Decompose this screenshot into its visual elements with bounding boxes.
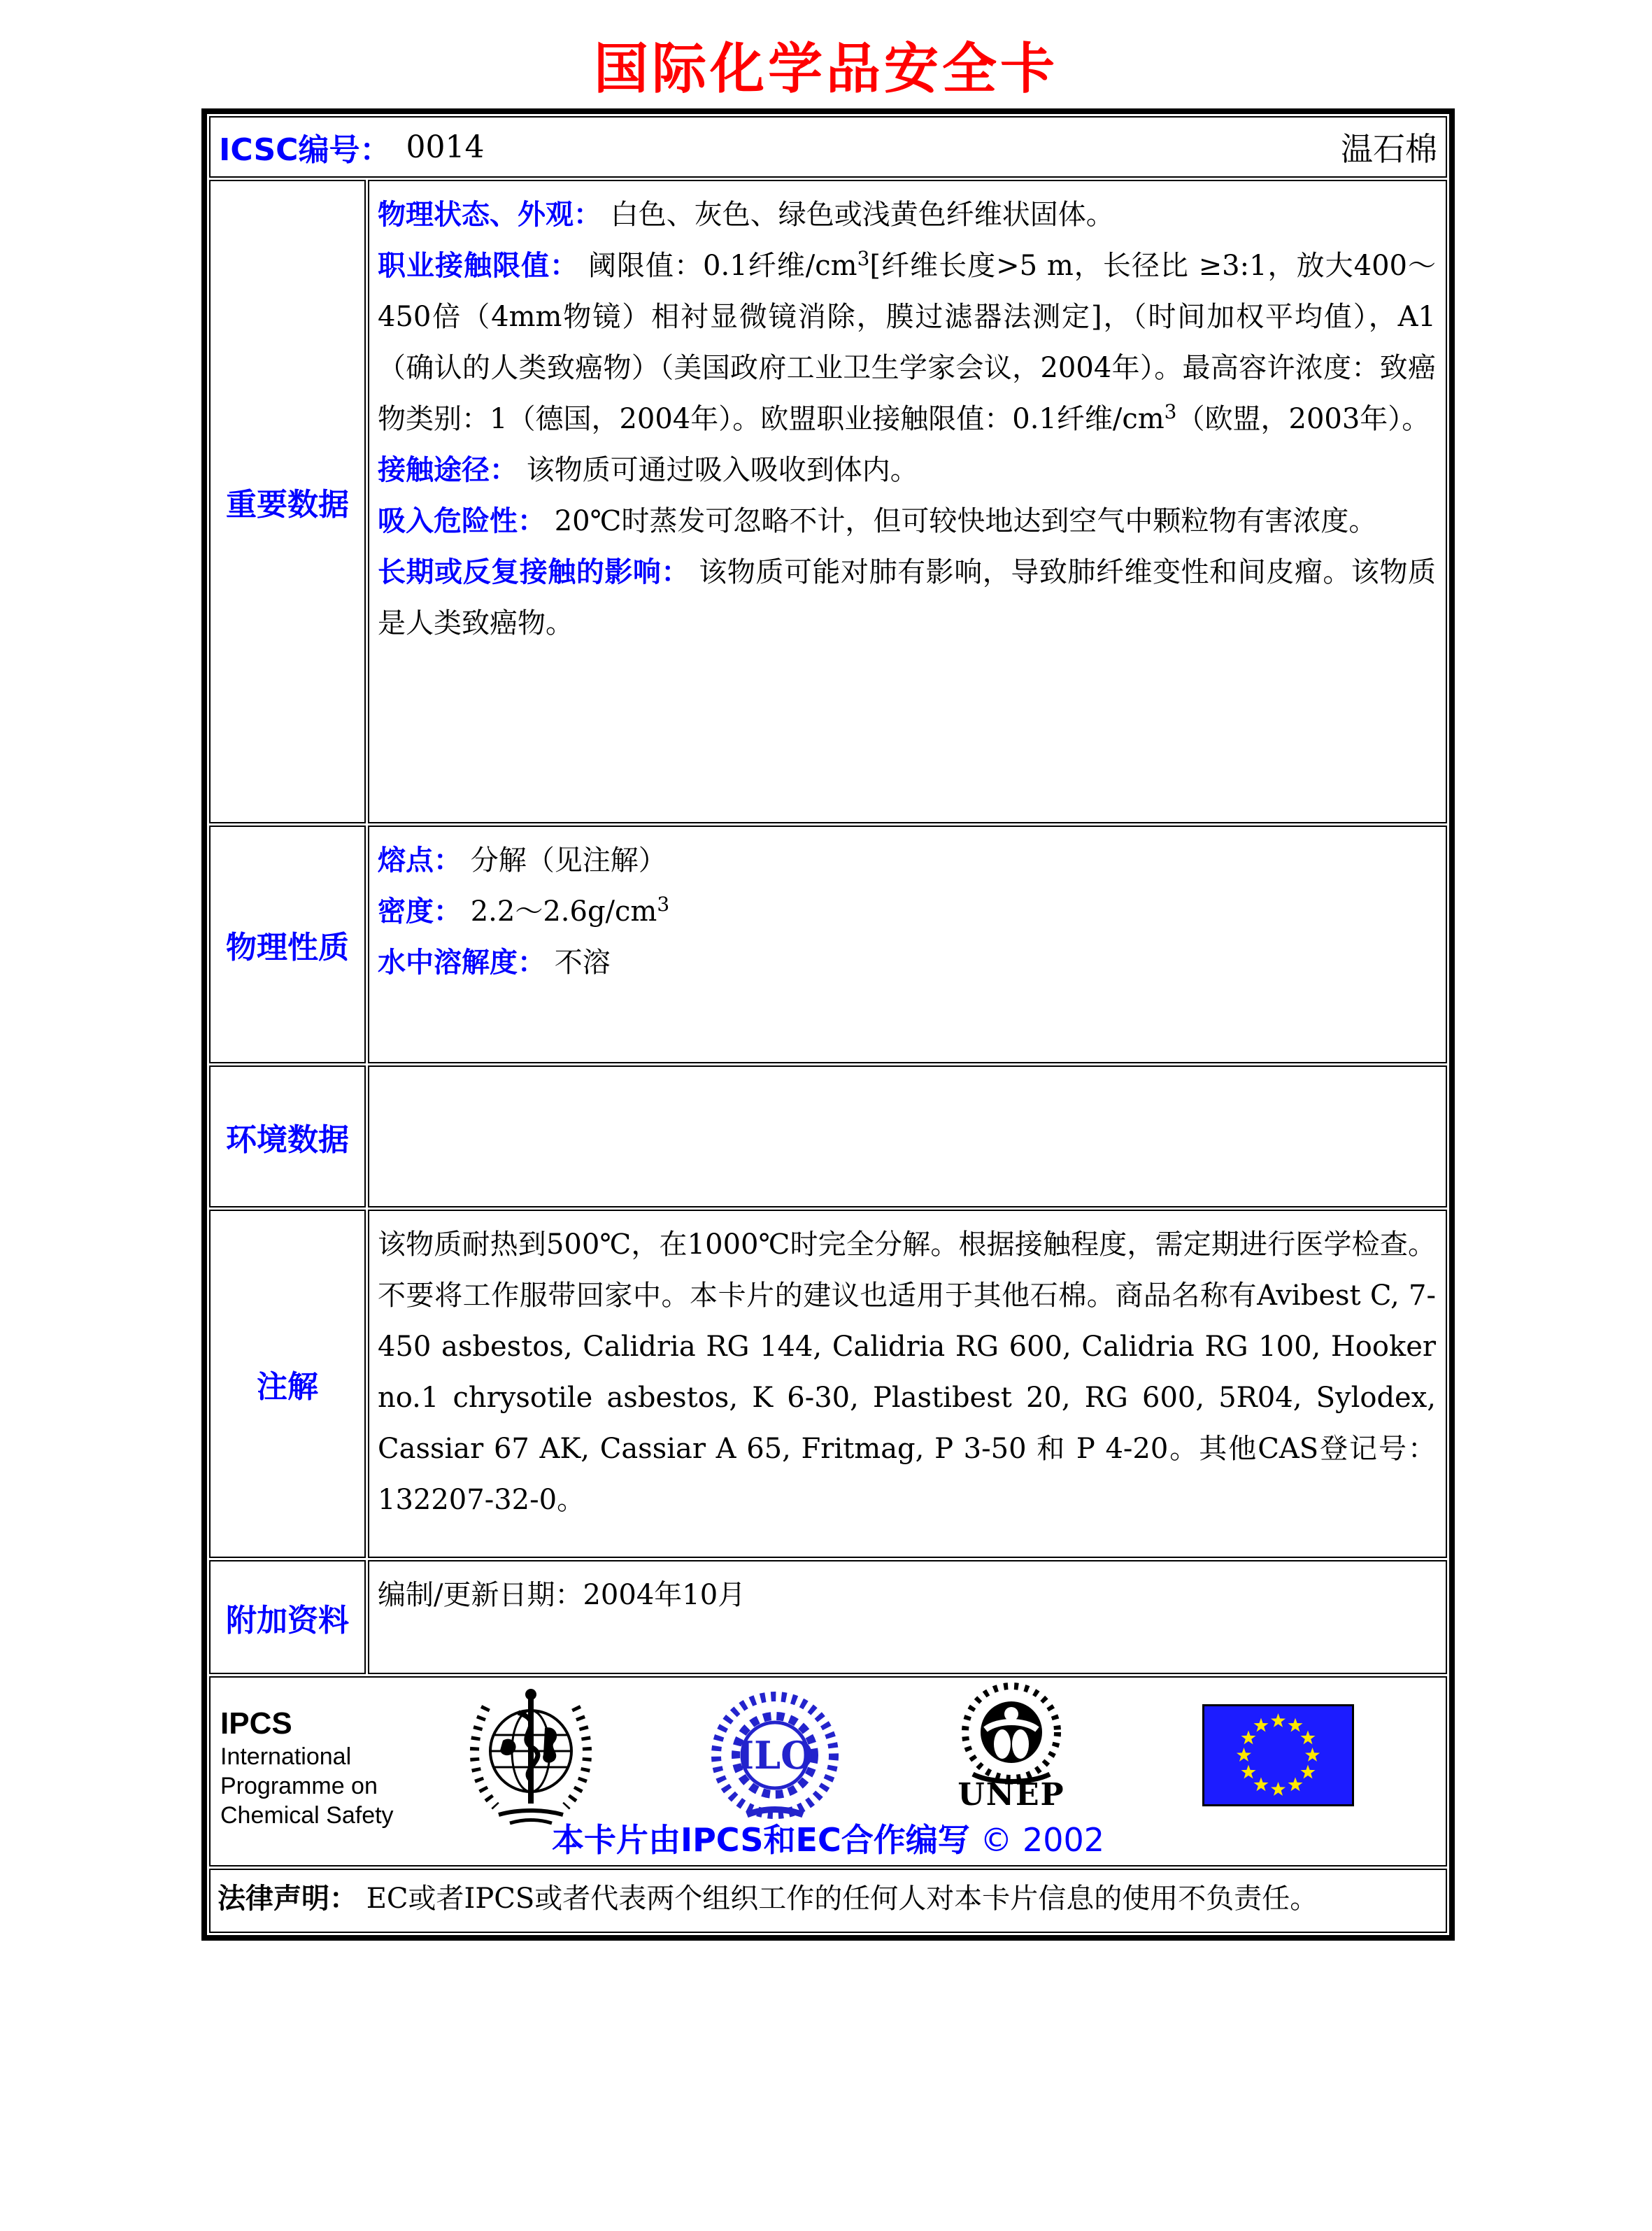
who-logo-icon <box>462 1686 599 1826</box>
ipcs-line-3: Chemical Safety <box>220 1802 394 1829</box>
cooperation-caption: 本卡片由IPCS和EC合作编写 © 2002 <box>551 1821 1105 1859</box>
paragraph: 长期或反复接触的影响： 该物质可能对肺有影响，导致肺纤维变性和间皮瘤。该物质是人类致癌物。 <box>378 556 1436 639</box>
ipcs-name: IPCS <box>220 1706 292 1741</box>
header-row <box>209 116 1447 178</box>
section-row-additional-information <box>209 1560 1447 1674</box>
paragraph: 该物质耐热到500℃，在1000℃时完全分解。根据接触程度，需定期进行医学检查。不要将工作服带回家中。本卡片的建议也适用于其他石棉。商品名称有Avibest C, 7-450 asbestos, Calidria RG 144, Calidria RG 600, Calidria RG 100, Hooker no.1 chrysotile asbestos, K 6-30, Plastibest 20, RG 600, 5R04, Sylodex, Cassiar 67 AK, Cassiar A 65, Fritmag, P 3-50 和 P 4-20。其他CAS登记号：132207-32-0。 <box>378 1228 1436 1516</box>
section-label-environmental-data: 环境数据 <box>209 1065 366 1207</box>
logos-cell <box>209 1676 1447 1867</box>
legal-row <box>209 1869 1447 1933</box>
paragraph: 吸入危险性： 20℃时蒸发可忽略不计，但可较快地达到空气中颗粒物有害浓度。 <box>378 505 1377 537</box>
section-content-physical-properties <box>368 826 1447 1063</box>
paragraph: 职业接触限值： 阈限值：0.1纤维$/cm^3$[纤维长度>5 m，长径比 ≥3:1，放大400～450倍（4mm物镜）相衬显微镜消除，膜过滤器法测定]，（时间加权平均值），A1（确认的人类致癌物）（美国政府工业卫生学家会议，2004年）。最高容许浓度：致癌物类别：1（德国，2004年）。欧盟职业接触限值：0.1纤维$/cm^3$（欧盟，2003年）。 <box>378 247 1437 435</box>
paragraph: 编制/更新日期：2004年10月 <box>378 1579 746 1611</box>
svg-text:ILO: ILO <box>736 1733 814 1778</box>
ipcs-line-2: Programme on <box>220 1773 378 1799</box>
section-content-important-data <box>368 180 1447 823</box>
section-content-additional-information <box>368 1560 1447 1674</box>
logos-row <box>209 1676 1447 1867</box>
svg-text:UNEP: UNEP <box>957 1777 1065 1811</box>
paragraph: 物理状态、外观： 白色、灰色、绿色或浅黄色纤维状固体。 <box>378 199 1114 231</box>
substance-name: 温石棉 <box>1341 130 1437 168</box>
section-row-notes <box>209 1210 1447 1558</box>
section-label-notes: 注解 <box>209 1210 366 1558</box>
legal-notice: 法律声明： EC或者IPCS或者代表两个组织工作的任何人对本卡片信息的使用不负责任。 <box>209 1869 1447 1933</box>
ipcs-text-block <box>220 1706 394 1830</box>
icsc-card <box>201 108 1455 1941</box>
paragraph: 水中溶解度： 不溶 <box>378 947 611 979</box>
ilo-logo-icon <box>708 1690 841 1823</box>
section-label-physical-properties: 物理性质 <box>209 826 366 1063</box>
paragraph: 接触途径： 该物质可通过吸入吸收到体内。 <box>378 454 918 486</box>
eu-flag-icon <box>1202 1704 1354 1806</box>
icsc-number-value: 0014 <box>406 129 485 165</box>
header-cell <box>209 116 1447 178</box>
section-row-important-data <box>209 180 1447 823</box>
section-content-notes <box>368 1210 1447 1558</box>
icsc-number-label: ICSC编号： <box>219 132 391 168</box>
page-title: 国际化学品安全卡 <box>593 38 1058 101</box>
ipcs-line-1: International <box>220 1743 352 1770</box>
section-content-environmental-data <box>368 1065 1447 1207</box>
section-row-environmental-data <box>209 1065 1447 1207</box>
unep-logo-icon <box>953 1679 1069 1811</box>
section-label-important-data: 重要数据 <box>209 180 366 823</box>
paragraph: 密度： $2.2\sim 2.6g/cm^3$ <box>378 893 670 928</box>
paragraph: 熔点： 分解（见注解） <box>378 844 667 877</box>
section-label-additional-information: 附加资料 <box>209 1560 366 1674</box>
icsc-table <box>201 108 1455 1941</box>
section-row-physical-properties <box>209 826 1447 1063</box>
